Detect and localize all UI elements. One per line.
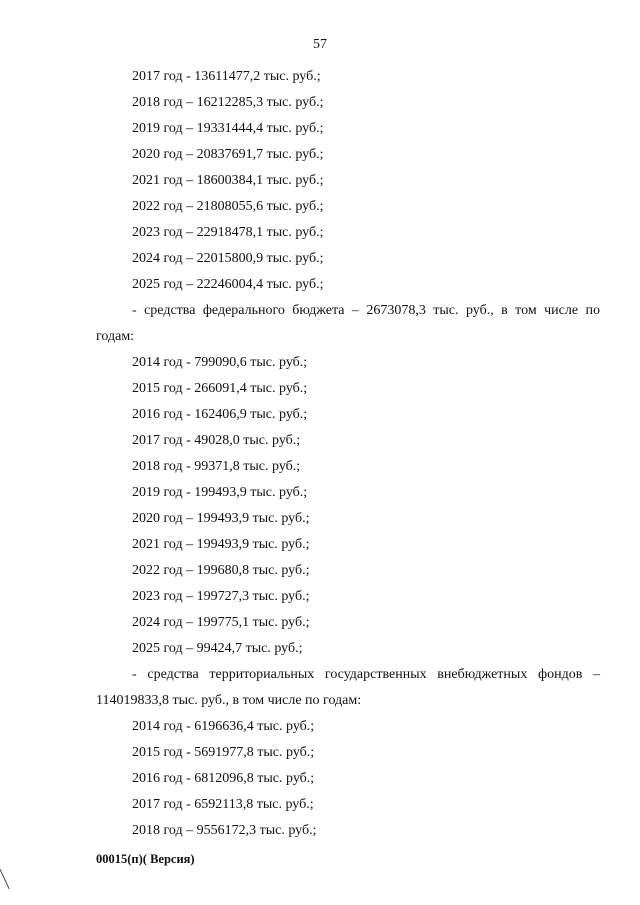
text-line: 2015 год - 266091,4 тыс. руб.;: [132, 381, 308, 396]
scan-mark: [0, 869, 10, 889]
text-line: 2019 год – 19331444,4 тыс. руб.;: [132, 121, 324, 136]
paragraph-line: - средства территориальных государственных внебюджетных фондов –: [132, 667, 600, 682]
paragraph-continuation: 114019833,8 тыс. руб., в том числе по годам:: [96, 693, 362, 708]
text-line: 2020 год – 199493,9 тыс. руб.;: [132, 511, 310, 526]
text-line: 2014 год - 6196636,4 тыс. руб.;: [132, 719, 315, 734]
document-body: [96, 64, 600, 844]
paragraph-line: - средства федерального бюджета – 2673078,3 тыс. руб., в том числе по: [132, 303, 600, 318]
text-line: 2016 год - 162406,9 тыс. руб.;: [132, 407, 308, 422]
page-number: 57: [313, 37, 327, 52]
text-line: 2023 год – 199727,3 тыс. руб.;: [132, 589, 310, 604]
text-line: 2022 год – 21808055,6 тыс. руб.;: [132, 199, 324, 214]
text-line: 2015 год - 5691977,8 тыс. руб.;: [132, 745, 315, 760]
text-line: 2022 год – 199680,8 тыс. руб.;: [132, 563, 310, 578]
text-line: 2018 год - 99371,8 тыс. руб.;: [132, 459, 301, 474]
text-line: 2019 год - 199493,9 тыс. руб.;: [132, 485, 308, 500]
text-line: 2017 год - 6592113,8 тыс. руб.;: [132, 797, 314, 812]
text-line: 2023 год – 22918478,1 тыс. руб.;: [132, 225, 324, 240]
text-line: 2024 год – 22015800,9 тыс. руб.;: [132, 251, 324, 266]
paragraph-continuation: годам:: [96, 329, 135, 344]
text-line: 2021 год – 199493,9 тыс. руб.;: [132, 537, 310, 552]
text-line: 2021 год – 18600384,1 тыс. руб.;: [132, 173, 324, 188]
text-line: 2014 год - 799090,6 тыс. руб.;: [132, 355, 308, 370]
text-line: 2024 год – 199775,1 тыс. руб.;: [132, 615, 310, 630]
text-line: 2018 год – 9556172,3 тыс. руб.;: [132, 823, 317, 838]
text-line: 2018 год – 16212285,3 тыс. руб.;: [132, 95, 324, 110]
text-line: 2017 год - 49028,0 тыс. руб.;: [132, 433, 301, 448]
text-line: 2020 год – 20837691,7 тыс. руб.;: [132, 147, 324, 162]
text-line: 2017 год - 13611477,2 тыс. руб.;: [132, 69, 321, 84]
text-line: 2016 год - 6812096,8 тыс. руб.;: [132, 771, 315, 786]
text-line: 2025 год – 22246004,4 тыс. руб.;: [132, 277, 324, 292]
text-line: 2025 год – 99424,7 тыс. руб.;: [132, 641, 303, 656]
document-footer: 00015(п)( Версия): [96, 852, 195, 866]
